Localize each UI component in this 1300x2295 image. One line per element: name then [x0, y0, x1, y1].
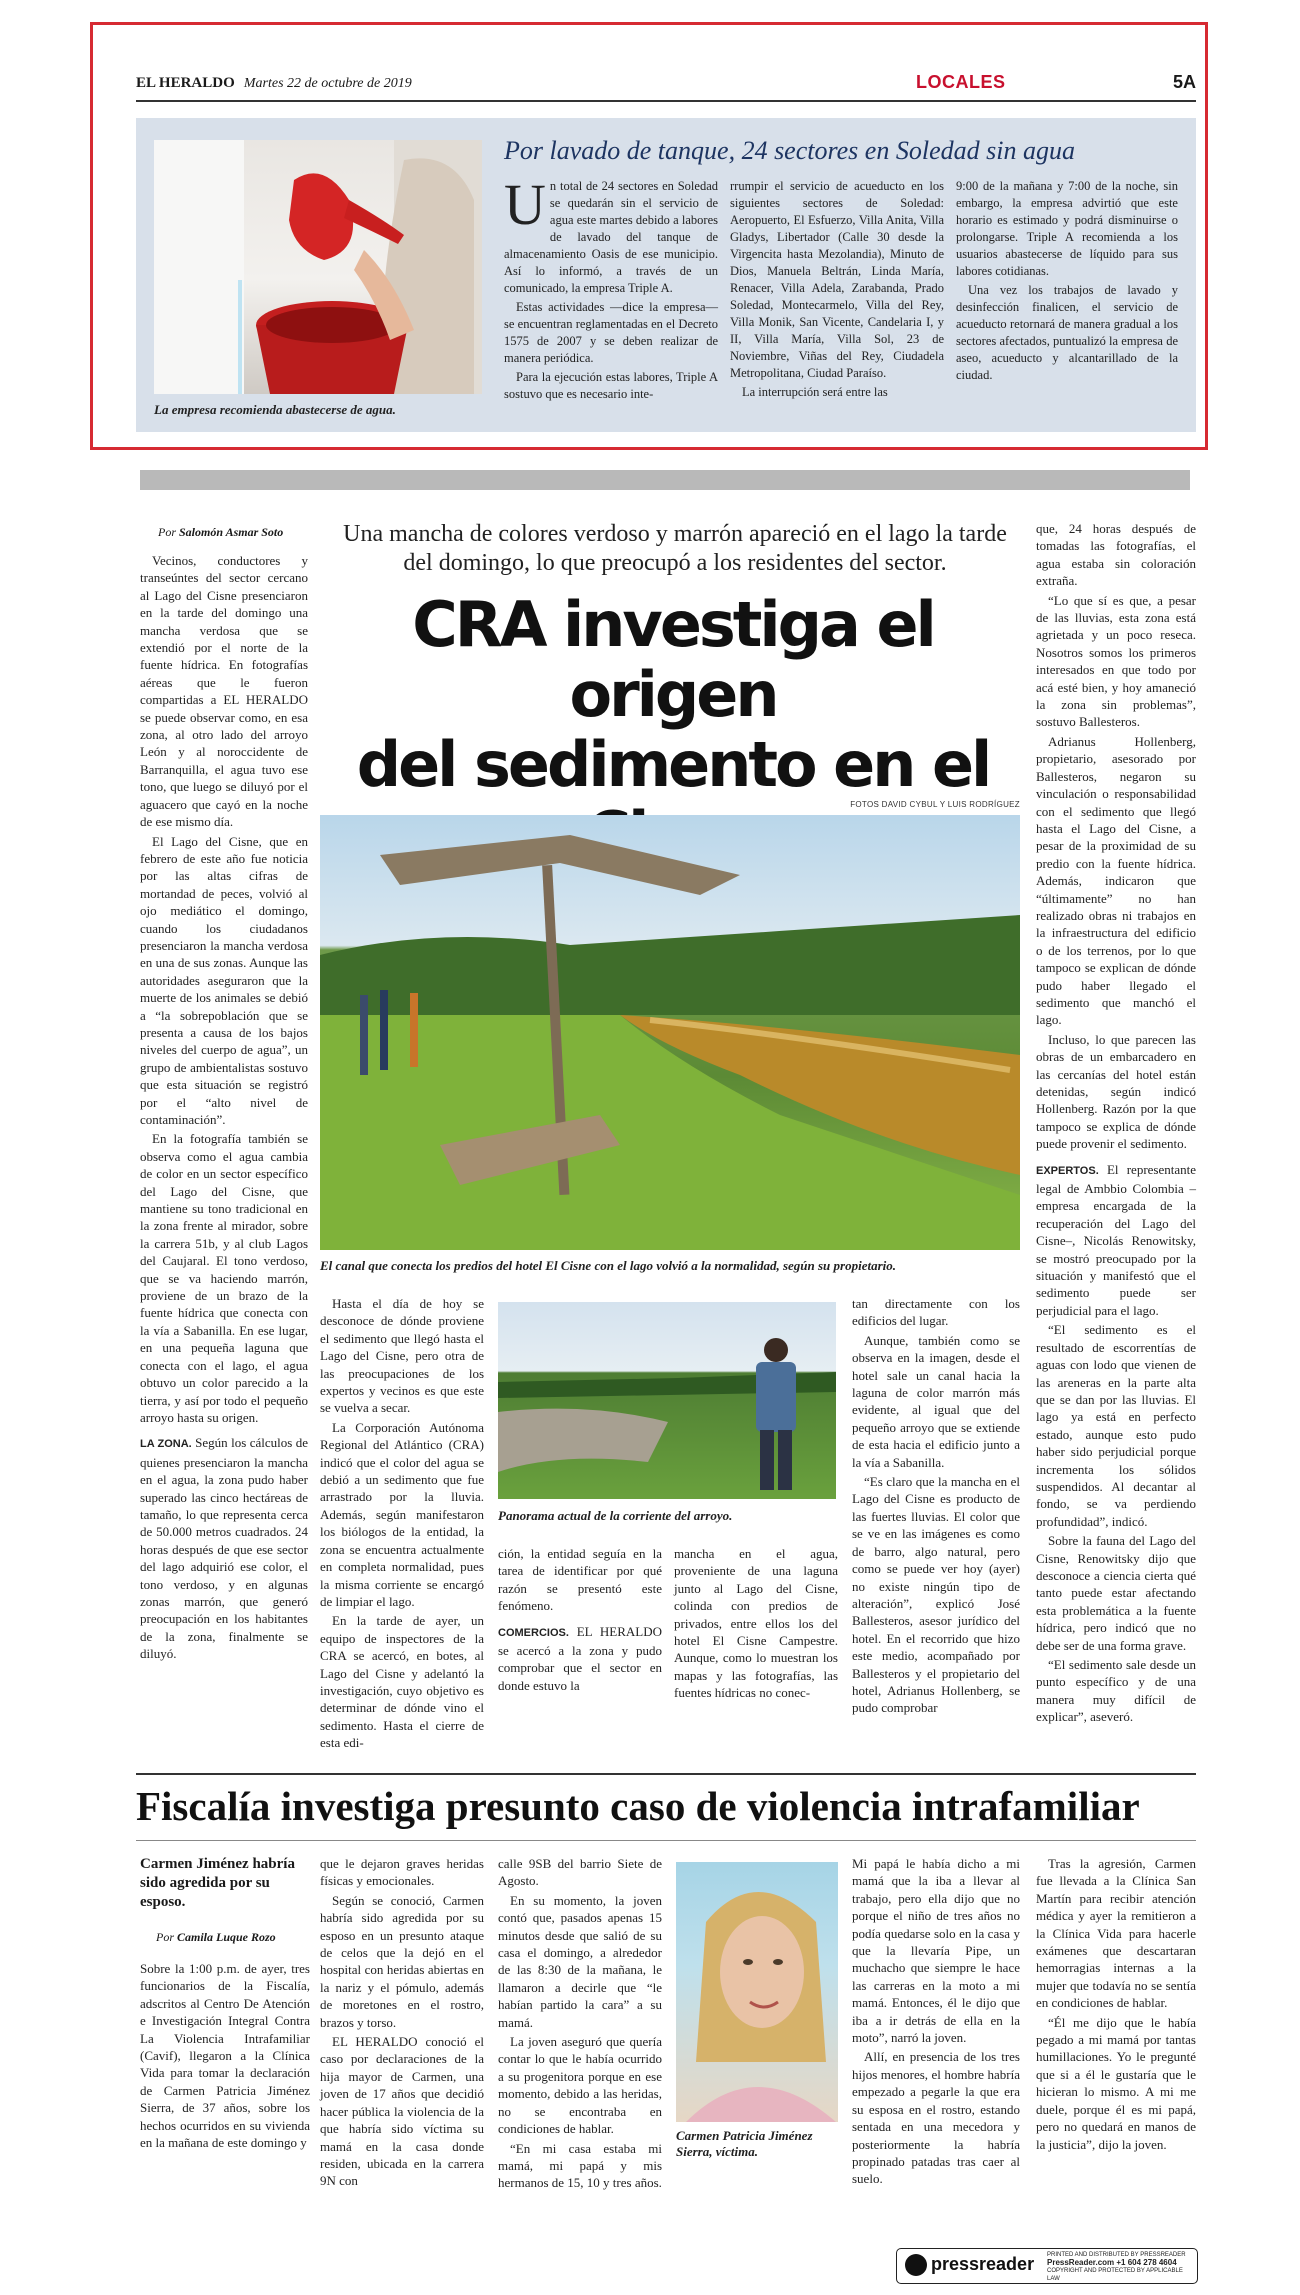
second-summary: Carmen Jiménez habría sido agredida por su esposo.: [140, 1856, 295, 1910]
section-label-expertos: EXPERTOS.: [1036, 1164, 1099, 1177]
photo-credit: FOTOS DAVID CYBUL Y LUIS RODRÍGUEZ: [850, 800, 1020, 809]
section-label-la-zona: LA ZONA.: [140, 1438, 192, 1451]
pressreader-brand: pressreader: [931, 2254, 1035, 2274]
brief-column-3: 9:00 de la mañana y 7:00 de la noche, sin embargo, la empresa advirtió que este horario es estimado y podrá disminuirse o prolongarse. Triple A recomienda a los usuarios abastecerse de líquido para sus labores cotidianas. Una vez los trabajos de lavado y desinfección finalicen, el servicio de acueducto retornará de manera gradual a los sectores afectados, puntualizó la empresa de aseo, acueducto y alcantarillado de la ciudad.: [956, 179, 1178, 382]
section-divider-bar: [140, 470, 1190, 490]
portrait-illustration: [676, 1862, 838, 2122]
pressreader-info: PRINTED AND DISTRIBUTED BY PRESSREADER PressReader.com +1 604 278 4604 COPYRIGHT AND PROTECTED BY APPLICABLE LAW: [1047, 2252, 1186, 2282]
victim-photo-caption: Carmen Patricia Jiménez Sierra, víctima.: [676, 2128, 813, 2159]
brief-title: Por lavado de tanque, 24 sectores en Soledad sin agua: [504, 136, 1075, 165]
small-photo-caption: Panorama actual de la corriente del arroyo.: [498, 1508, 733, 1523]
second-column-3: calle 9SB del barrio Siete de Agosto. En su momento, la joven contó que, pasados apenas 15 minutos desde que salió de su casa el domingo, a alrededor de las 8:30 de la mañana, le llamaron a decirle que “le habían partido la cara” a su mamá. La joven aseguró que quería contar lo que le había ocurrido a su progenitora porque en ese momento, debido a las heridas, no se encontraba en condiciones de hablar. “En mi casa estaba mi mamá, mi papá y mis hermanos de 15, 10 y tres años.: [498, 1856, 662, 2191]
highlight-frame: [90, 22, 1208, 450]
second-column-2: que le dejaron graves heridas físicas y emocionales. Según se conoció, Carmen habría sido agredida por su esposo en un presunto ataque de celos que la dejó en el hospital con heridas abiertas en la nariz y el pómulo, además de moretones en el rostro, brazos y torso. EL HERALDO conoció el caso por declaraciones de la hija mayor de Carmen, una joven de 17 años que decidió hacer pública la violencia de la que habría sido víctima su mamá en la casa donde residen, ubicada en la carrera 9N con: [320, 1856, 484, 2189]
section-name: LOCALES: [916, 72, 1006, 92]
brief-photo-caption: La empresa recomienda abastecerse de agua.: [154, 402, 396, 417]
pressreader-logo-icon: [905, 2254, 927, 2276]
brief-column-1: U n total de 24 sectores en Soledad se quedarán sin el servicio de agua este martes debido a labores de lavado del tanque de almacenamiento Oasis de ese municipio. Así lo informó, a través de un comunicado, la empresa Triple A. Estas actividades —dice la empresa— se encuentran reglamentadas en el Decreto 1575 de 2007 y se deben realizar de manera periódica. Para la ejecución estas labores, Triple A sostuvo que es necesario inte-: [504, 172, 718, 401]
paper-name: EL HERALDO: [136, 75, 235, 91]
second-headline-rule: [136, 1840, 1196, 1841]
second-column-5: Tras la agresión, Carmen fue llevada a la Clínica San Martín para recibir atención médica y ayer la remitieron a la Clínica Vida para hacerle exámenes que descartaran hemorragias internas a la mujer que todavía no se sentía en condiciones de hablar. “Él me dijo que le había pegado a mi mamá por tantas humillaciones. Yo le pregunté que si a él le gustaría que le hicieran lo mismo. A mi me duele, porque él es mi papá, pero no quedará en manos de la justicia”, dijo la joven.: [1036, 1856, 1196, 2152]
main-mid-column-3: mancha en el agua, proveniente de una laguna junto al Lago del Cisne, colinda con predios de privados, entre ellos los del hotel El Cisne Campestre. Aunque, como lo muestran los mapas y las fotografías, las fuentes hídricas no conec-: [674, 1546, 838, 1701]
main-photo: [320, 815, 1020, 1250]
main-byline: Por Salomón Asmar Soto: [158, 525, 284, 539]
second-column-1: Sobre la 1:00 p.m. de ayer, tres funcionarios de la Fiscalía, adscritos al Centro De Atención e Investigación Integral Contra La Violencia Intrafamiliar (Cavif), llegaron a la Clínica Vida para tomar la declaración de Carmen Patricia Jiménez Sierra, de 37 años, sobre los hechos ocurridos en su vivienda en la mañana de este domingo y: [140, 1961, 310, 2151]
stream-illustration: [498, 1302, 836, 1499]
main-left-column: Vecinos, conductores y transeúntes del sector cercano al Lago del Cisne presenciaron en la tarde del domingo una mancha verdosa que se extendió por el norte de la fuente hídrica. En fotografías aéreas que le fueron compartidas a EL HERALDO se puede observar como, en esa zona, al otro lado del arroyo León y al noroccidente de Barranquilla, el agua tuvo ese tono, que luego se diluyó por el aguacero que cayó en la noche de ese mismo día. El Lago del Cisne, que en febrero de este año fue noticia por las altas cifras de mortandad de peces, volvió al ojo mediático el domingo, cuando los ciudadanos presenciaron la mancha verdosa en una de sus zonas. Aunque las autoridades aseguraron que la muerte de los animales se debió a “la sobrepoblación que se presenta a causa de los bajos niveles del cuerpo de agua”, un grupo de ambientalistas sostuvo que esta situación se registró por el “alto nivel de contaminación”. En la fotografía también se observa como el agua cambia de color en un sector específico del Lago del Cisne, que mantiene su tono tradicional en la zona frente al mirador, sobre la carrera 51b, y al club Lagos del Caujaral. El tono verdoso, que se va haciendo marrón, proviene de un brazo de la fuente hídrica que conecta con la vía a Sabanilla. En ese lugar, en una pequeña laguna que conecta con el lago, el agua obtuvo un color parecido a la tierra, y así por todo el pequeño arroyo hasta su origen. LA ZONA. Según los cálculos de quienes presenciaron la mancha en el agua, la zona pudo haber superado las cinco hectáreas de tamaño, lo que representa cerca de 50.000 metros cuadrados. 24 horas después de que ese sector del lago adquirió ese color, el tono verdoso, y en algunas zonas marrón, que generó preocupación en los habitantes de la zona, finalmente se diluyó.: [140, 553, 308, 1662]
article-divider: [136, 1773, 1196, 1775]
lake-illustration: [320, 815, 1020, 1250]
second-column-4: Mi papá le había dicho a mi mamá que la iba a llevar al trabajo, pero ella dijo que no porque el niño de tres años no podía quedarse solo en la casa y que la llevaría Pipe, un muchacho que siempre le hace las carreras en la moto a mi mamá. Entonces, él le dijo que iba a ir detrás de ella en la moto”, narró la joven. Allí, en presencia de los tres hijos menores, el hombre habría empezado a pegarle la que era su esposa en el rostro, estando sentada en una mecedora y posteriormente la habría propinado patadas tras caer al suelo.: [852, 1856, 1020, 2187]
small-photo: [498, 1302, 836, 1499]
main-mid-column-1: Hasta el día de hoy se desconoce de dónde proviene el sedimento que llegó hasta el Lago del Cisne, pero otra de las preocupaciones de los expertos y vecinos es que este se vuelva a secar. La Corporación Autónoma Regional del Atlántico (CRA) indicó que el color del agua se debió a un sedimento que fue arrastrado por la lluvia. Además, según manifestaron los biólogos de la entidad, la zona se encuentra actualmente en completa normalidad, pues la misma corriente se encargó de limpiar el lago. En la tarde de ayer, un equipo de inspectores de la CRA se acercó, en botes, al Lago del Cisne y adelantó la investigación, cuyo objetivo es determinar de dónde vino el sedimento. Hasta el cierre de esta edi-: [320, 1296, 484, 1751]
issue-date: Martes 22 de octubre de 2019: [243, 76, 412, 91]
main-deck: Una mancha de colores verdoso y marrón apareció en el lago la tarde del domingo, lo que preocupó a los residentes del sector.: [343, 521, 1007, 576]
main-mid-column-4: tan directamente con los edificios del lugar. Aunque, también como se observa en la imagen, desde el hotel sale un canal hacia la laguna de color marrón más evidente, al igual que del pequeño arroyo que se extiende de esta hacia el edificio junto a la vía a Sabanilla. “Es claro que la mancha en el Lago del Cisne es producto de las fuertes lluvias. El color que se ve en las imágenes es como de barro, algo natural, pero como se puede ver hoy (ayer) no existe ningún tipo de alteración”, explicó José Ballesteros, asesor jurídico del hotel. En el recorrido que hizo este medio, acompañado por Ballesteros y el propietario del hotel, Adrianus Hollenberg, se pudo comprobar: [852, 1296, 1020, 1716]
main-right-column: que, 24 horas después de tomadas las fotografías, el agua estaba sin coloración extraña. “Lo que sí es que, a pesar de las lluvias, esta zona está agrietada y un poco reseca. Nosotros somos los primeros interesados en que todo por acá esté bien, y hoy amaneció la zona sin problemas”, sostuvo Ballesteros. Adrianus Hollenberg, propietario, asesorado por Ballesteros, negaron su vinculación o responsabilidad con el sedimento que llegó hasta el Lago del Cisne, a pesar de la proximidad de su predio con la fuente hídrica. Además, indicaron que “últimamente” no han realizado obras ni trabajos en la infraestructura del edificio o de los terrenos, por lo que tampoco se explican de dónde pudo haber llegado el sedimento que manchó el lago. Incluso, lo que parecen las obras de un embarcadero en las cercanías del hotel están detenidas, según indicó Hollenberg. Razón por la que tampoco se explica de dónde puede provenir el sedimento. EXPERTOS. El representante legal de Ambbio Colombia –empresa encargada de la recuperación del Lago del Cisne–, Nicolás Renowitsky, se mostró preocupado por la situación y manifestó que el sedimento puede ser perjudicial para el lago. “El sedimento es el resultado de escorrentías de aguas con lodo que vienen de las areneras en la parte alta que se dan por las lluvias. El lago ya está en perfecto estado, aunque esto pudo haber sido perjudicial porque incrementa los sólidos suspendidos. Al decantar al fondo, se va perdiendo profundidad”, indicó. Sobre la fauna del Lago del Cisne, Renowitsky dijo que desconoce a ciencia cierta qué tanto puede estar afectando esta problemática a la fuente hídrica, pero indicó que no debe ser de una forma grave. “El sedimento sale desde un punto específico y de una manera muy difícil de explicar”, aseveró.: [1036, 521, 1197, 1725]
section-label-comercios: COMERCIOS.: [498, 1626, 569, 1639]
victim-photo: [676, 1862, 838, 2122]
second-headline: Fiscalía investiga presunto caso de violencia intrafamiliar: [136, 1783, 1140, 1829]
brief-column-2: rrumpir el servicio de acueducto en los siguientes sectores de Soledad: Aeropuerto, El Esfuerzo, Villa Anita, Villa Gladys, Libertador (Calle 30 desde la Virgencita hasta Mezolandia), Minuto de Dios, Manuela Beltrán, Linda María, Renacer, Villa Adela, Zarabanda, Prado Soledad, Montecarmelo, Villa del Rey, Villa Monik, San Vicente, Candelaria I, y II, Villa María, Villa Sol, 23 de Noviembre, Viñas del Rey, Ciudadela Metropolitana, Ciudad Paraíso. La interrupción será entre las: [730, 179, 944, 399]
main-headline: CRA investiga el origen del sedimento en el: [356, 588, 990, 801]
main-mid-column-2: ción, la entidad seguía en la tarea de identificar por qué razón se presentó este fenómeno. COMERCIOS. EL HERALDO se acercó a la zona y pudo comprobar que el sector en donde estuvo la: [498, 1546, 662, 1693]
page-number: 5A: [1172, 72, 1196, 92]
pressreader-footer: [896, 2248, 1198, 2284]
main-photo-caption: El canal que conecta los predios del hotel El Cisne con el lago volvió a la normalidad, según su propietario.: [320, 1258, 896, 1273]
brief-dropcap: U: [504, 172, 546, 237]
second-byline: Por Camila Luque Rozo: [156, 1930, 276, 1944]
